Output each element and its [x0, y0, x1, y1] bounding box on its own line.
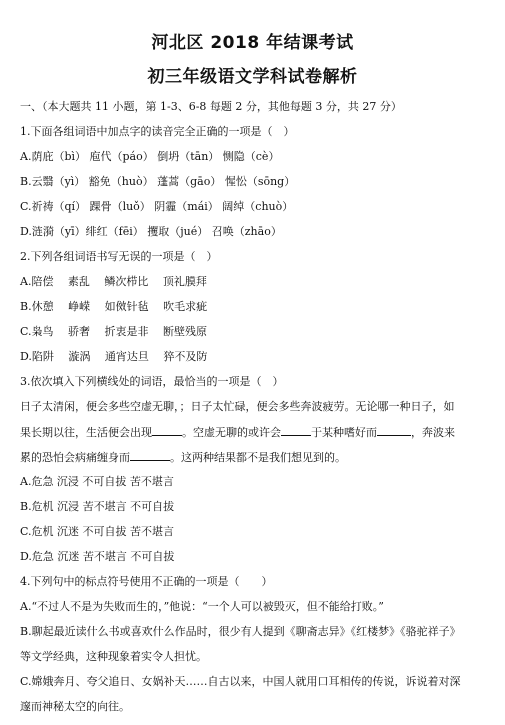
blank-4: [130, 450, 170, 461]
blank-2: [281, 425, 311, 436]
q4-option-a: A.“不过人不是为失败而生的，”他说：“一个人可以被毁灭，但不能给打败。”: [20, 600, 384, 613]
q2-option-c: C.枭鸟 骄奢 折衷是非 断壁残原: [20, 325, 208, 338]
blank-1: [152, 425, 182, 436]
q3-option-d: D.危急 沉迷 苦不堪言 不可自拔: [20, 550, 175, 563]
q4-option-c-line-2: 邃而神秘太空的向往。: [20, 700, 130, 713]
q3-passage-text: 果长期以往，生活便会出现: [20, 426, 152, 439]
section-heading: 一、（本大题共 11 小题，第 1-3、6-8 每题 2 分，其他每题 3 分，共 27 分）: [20, 100, 402, 113]
q2-option-a: A.陪偿 素乱 鳞次栉比 顶礼膜拜: [20, 275, 207, 288]
q3-passage-text: 于某种嗜好而: [311, 426, 377, 439]
q3-stem: 3.依次填入下列横线处的词语，最恰当的一项是（ ）: [20, 375, 284, 388]
q1-option-c: C.祈祷（qí） 踝骨（luǒ） 阴霾（mái） 阔绰（chuò）: [20, 200, 294, 213]
q3-passage-line-2: [20, 425, 455, 440]
q2-option-d: D.陷阱 漩涡 通宵达旦 猝不及防: [20, 350, 208, 363]
page-title: 河北区 2018 年结课考试: [151, 33, 354, 53]
q1-option-b: B.云翳（yì） 豁免（huò） 蓬蒿（gāo） 惺忪（sōng）: [20, 175, 296, 188]
page-subtitle: 初三年级语文学科试卷解析: [147, 67, 358, 87]
q3-option-c: C.危机 沉迷 不可自拔 苦不堪言: [20, 525, 175, 538]
q3-passage-line-1: 日子太清闲，便会多些空虚无聊，；日子太忙碌，便会多些奔波疲劳。无论哪一种日子，如: [20, 400, 455, 413]
q3-passage-text: 累的恐怕会病痛缠身而: [20, 451, 130, 464]
q4-option-b-line-1: B.聊起最近读什么书或喜欢什么作品时，很少有人提到《聊斋志异》《红楼梦》《骆驼祥子》: [20, 625, 461, 638]
q3-passage-line-3: [20, 450, 346, 465]
q1-stem: 1.下面各组词语中加点字的读音完全正确的一项是（ ）: [20, 125, 295, 138]
q2-stem: 2.下列各组词语书写无误的一项是（ ）: [20, 250, 218, 263]
q4-option-c-line-1: C.嫦娥奔月、夸父追日、女娲补天……自古以来，中国人就用口耳相传的传说，诉说着对深: [20, 675, 461, 688]
q4-stem: 4.下列句中的标点符号使用不正确的一项是（ ）: [20, 575, 273, 588]
q3-option-a: A.危急 沉浸 不可自拔 苦不堪言: [20, 475, 174, 488]
q3-passage-text: 。空虚无聊的或许会: [182, 426, 281, 439]
q4-option-b-line-2: 等文学经典，这种现象着实令人担忧。: [20, 650, 207, 663]
blank-3: [377, 425, 411, 436]
q3-passage-text: ，奔波来: [411, 426, 455, 439]
q1-option-a: A.荫庇（bì） 庖代（páo） 倒坍（tān） 恻隐（cè）: [20, 150, 280, 163]
q3-passage-text: 。这两种结果都不是我们想见到的。: [170, 451, 346, 464]
q1-option-d: D.涟漪（yī）绯红（fēi） 攫取（jué） 召唤（zhāo）: [20, 225, 282, 238]
q3-option-b: B.危机 沉浸 苦不堪言 不可自拔: [20, 500, 175, 513]
q2-option-b: B.休憩 峥嵘 如傚针毡 吹毛求疵: [20, 300, 208, 313]
